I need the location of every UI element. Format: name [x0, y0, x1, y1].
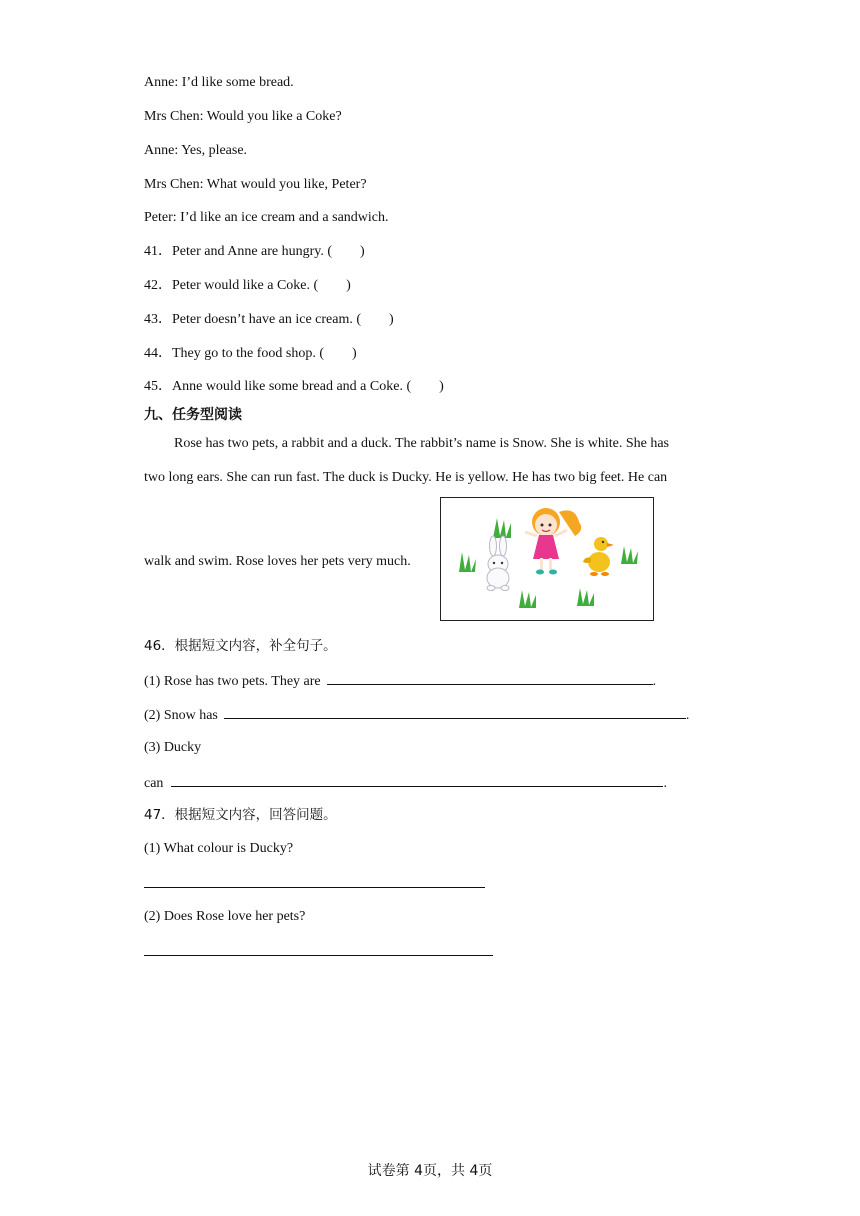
period: . [652, 674, 657, 689]
q46-prompt-2: (2) Snow has [144, 708, 218, 723]
dialogue-line: Mrs Chen: Would you like a Coke? [144, 109, 342, 124]
q47-question-2: (2) Does Rose love her pets? [144, 909, 306, 924]
question-47-title: 47．根据短文内容，回答问题。 [144, 807, 337, 823]
passage-line: Rose has two pets, a rabbit and a duck. The rabbit’s name is Snow. She is white. She has [174, 436, 669, 451]
q47-question-1: (1) What colour is Ducky? [144, 841, 294, 856]
dialogue-line: Anne: Yes, please. [144, 143, 248, 158]
q46-prompt-1: (1) Rose has two pets. They are [144, 674, 321, 689]
dialogue-line: Anne: I’d like some bread. [144, 75, 294, 90]
question-42: 42．Peter would like a Coke. ( ) [144, 278, 351, 293]
passage-line: two long ears. She can run fast. The duck is Ducky. He is yellow. He has two big feet. He can [144, 470, 668, 485]
question-43: 43．Peter doesn’t have an ice cream. ( ) [144, 312, 394, 327]
question-41: 41．Peter and Anne are hungry. ( ) [144, 244, 365, 259]
dialogue-line: Peter: I’d like an ice cream and a sandwich. [144, 210, 389, 225]
answer-blank[interactable] [171, 772, 663, 787]
question-46-title: 46．根据短文内容，补全句子。 [144, 638, 337, 654]
section-title: 九、任务型阅读 [144, 407, 242, 423]
question-44: 44．They go to the food shop. ( ) [144, 346, 357, 361]
answer-blank[interactable] [327, 670, 653, 685]
q46-sentence-2 [144, 704, 689, 726]
girl-icon [525, 508, 581, 575]
girl-rabbit-duck-picture [441, 498, 653, 620]
dialogue-line: Mrs Chen: What would you like, Peter? [144, 177, 367, 192]
page-footer: 试卷第 4页，共 4页 [367, 1163, 493, 1179]
answer-blank[interactable] [224, 704, 686, 719]
answer-line[interactable] [144, 955, 493, 956]
period: . [663, 776, 667, 791]
q46-sentence-1 [144, 670, 656, 692]
q46-prompt-3: (3) Ducky [144, 740, 202, 755]
answer-line[interactable] [144, 887, 485, 888]
passage-line: walk and swim. Rose loves her pets very much. [144, 554, 411, 569]
q46-sentence-3 [144, 772, 667, 794]
rabbit-icon [487, 536, 509, 591]
q46-prompt-3b: can [144, 776, 164, 791]
period: . [685, 708, 690, 723]
duck-icon [583, 537, 614, 576]
question-45: 45．Anne would like some bread and a Coke. ( ) [144, 379, 444, 394]
pets-illustration [440, 497, 654, 621]
